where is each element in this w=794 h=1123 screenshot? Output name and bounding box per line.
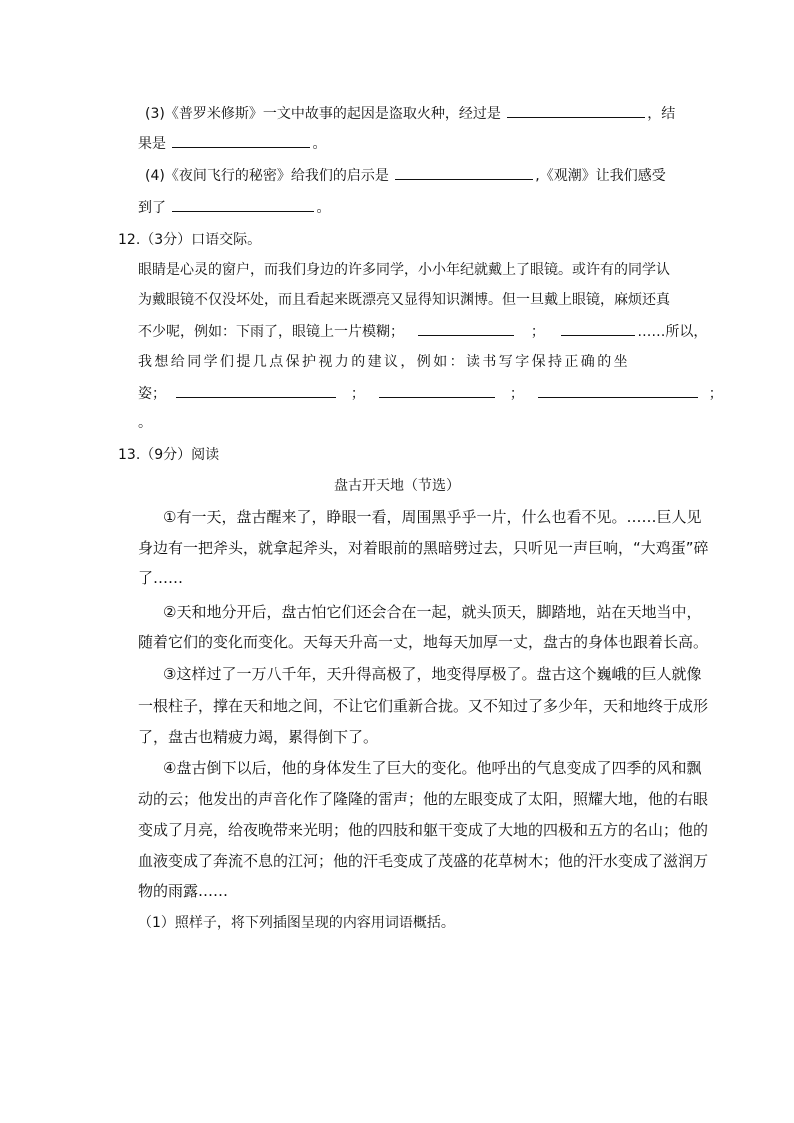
- passage-para3-line: 了，盘古也精疲力竭，累得倒下了。: [138, 728, 379, 746]
- passage-para1-line: 身边有一把斧头，就拿起斧头，对着眼前的黑暗劈过去，只听见一声巨响，“大鸡蛋”碎: [138, 539, 709, 557]
- answer-blank[interactable]: [538, 383, 698, 398]
- passage-para3-line: 一根柱子，撑在天和地之间，不让它们重新合拢。又不知过了多少年，天和地终于成形: [138, 697, 709, 715]
- q11-item4-prefix: (4)《夜间飞行的秘密》给我们的启示是: [145, 168, 389, 184]
- answer-blank[interactable]: [507, 103, 645, 118]
- passage-para4-line: 变成了月亮，给夜晚带来光明；他的四肢和躯干变成了大地的四极和五方的名山；他的: [138, 821, 709, 839]
- answer-blank[interactable]: [172, 133, 310, 148]
- q11-item4-line2-prefix: 到了: [138, 200, 166, 216]
- passage-para3-line: ③这样过了一万八千年，天升得高极了，地变得厚极了。盘古这个巍峨的巨人就像: [163, 665, 702, 683]
- q11-item3-prefix: (3)《普罗米修斯》一文中故事的起因是盗取火种，经过是: [145, 106, 501, 122]
- passage-para4-line: 动的云；他发出的声音化作了隆隆的雷声；他的左眼变成了太阳，照耀大地，他的右眼: [138, 790, 709, 808]
- q11-item4-mid: ,《观潮》让我们感受: [535, 168, 666, 184]
- q12-header: 12.（3分）口语交际。: [118, 232, 262, 248]
- q12-para-line: 眼睛是心灵的窗户，而我们身边的许多同学，小小年纪就戴上了眼镜。或许有的同学认: [138, 262, 670, 278]
- passage-para4-line: 物的雨露……: [138, 882, 229, 900]
- answer-blank[interactable]: [172, 197, 314, 212]
- period: 。: [316, 200, 331, 216]
- q12-para-line: 为戴眼镜不仅没坏处，而且看起来既漂亮又显得知识渊博。但一旦戴上眼镜，麻烦还真: [138, 292, 670, 308]
- q12-line5-prefix: 姿；: [138, 386, 166, 402]
- q12-para-line: [138, 321, 707, 342]
- q12-end: 。: [138, 415, 152, 431]
- answer-blank[interactable]: [176, 383, 336, 398]
- answer-blank[interactable]: [379, 383, 495, 398]
- q13-header: 13.（9分）阅读: [118, 447, 220, 463]
- q12-line3-prefix: 不少呢，例如：下雨了，眼镜上一片模糊；: [138, 324, 404, 340]
- q11-item3-line1: [145, 103, 675, 124]
- q12-para-line: 我想给同学们提几点保护视力的建议，例如：读书写字保持正确的坐: [138, 354, 630, 370]
- separator: ；: [350, 386, 365, 402]
- passage-para4-line: 血液变成了奔流不息的江河；他的汗毛变成了茂盛的花草树木；他的汗水变成了滋润万: [138, 852, 709, 870]
- answer-blank[interactable]: [561, 321, 635, 336]
- q11-item3-line2: [138, 133, 326, 154]
- q13-sub1: （1）照样子，将下列插图呈现的内容用词语概括。: [138, 915, 455, 931]
- separator: ；: [708, 386, 723, 402]
- passage-title: 盘古开天地（节选）: [334, 478, 460, 494]
- separator: ；: [530, 324, 545, 340]
- passage-para1-line: ①有一天，盘古醒来了，睁眼一看，周围黑乎乎一片，什么也看不见。……巨人见: [163, 508, 702, 526]
- passage-para2-line: ②天和地分开后，盘古怕它们还会合在一起，就头顶天，脚踏地，站在天地当中，: [163, 603, 702, 621]
- q11-item4-line2: [138, 197, 330, 218]
- q11-item4-line1: [145, 165, 666, 186]
- passage-para4-line: ④盘古倒下以后，他的身体发生了巨大的变化。他呼出的气息变成了四季的风和飘: [163, 759, 702, 777]
- q12-para-line: [138, 383, 723, 404]
- q12-line3-suffix: ……所以，: [637, 324, 708, 340]
- answer-blank[interactable]: [395, 165, 533, 180]
- period: 。: [312, 136, 327, 152]
- passage-para2-line: 随着它们的变化而变化。天每天升高一丈，地每天加厚一丈，盘古的身体也跟着长高。: [138, 633, 709, 651]
- q11-item3-suffix: ，结: [647, 106, 676, 122]
- passage-para1-line: 了……: [138, 569, 184, 587]
- separator: ；: [509, 386, 524, 402]
- q11-item3-line2-prefix: 果是: [138, 136, 166, 152]
- answer-blank[interactable]: [418, 321, 514, 336]
